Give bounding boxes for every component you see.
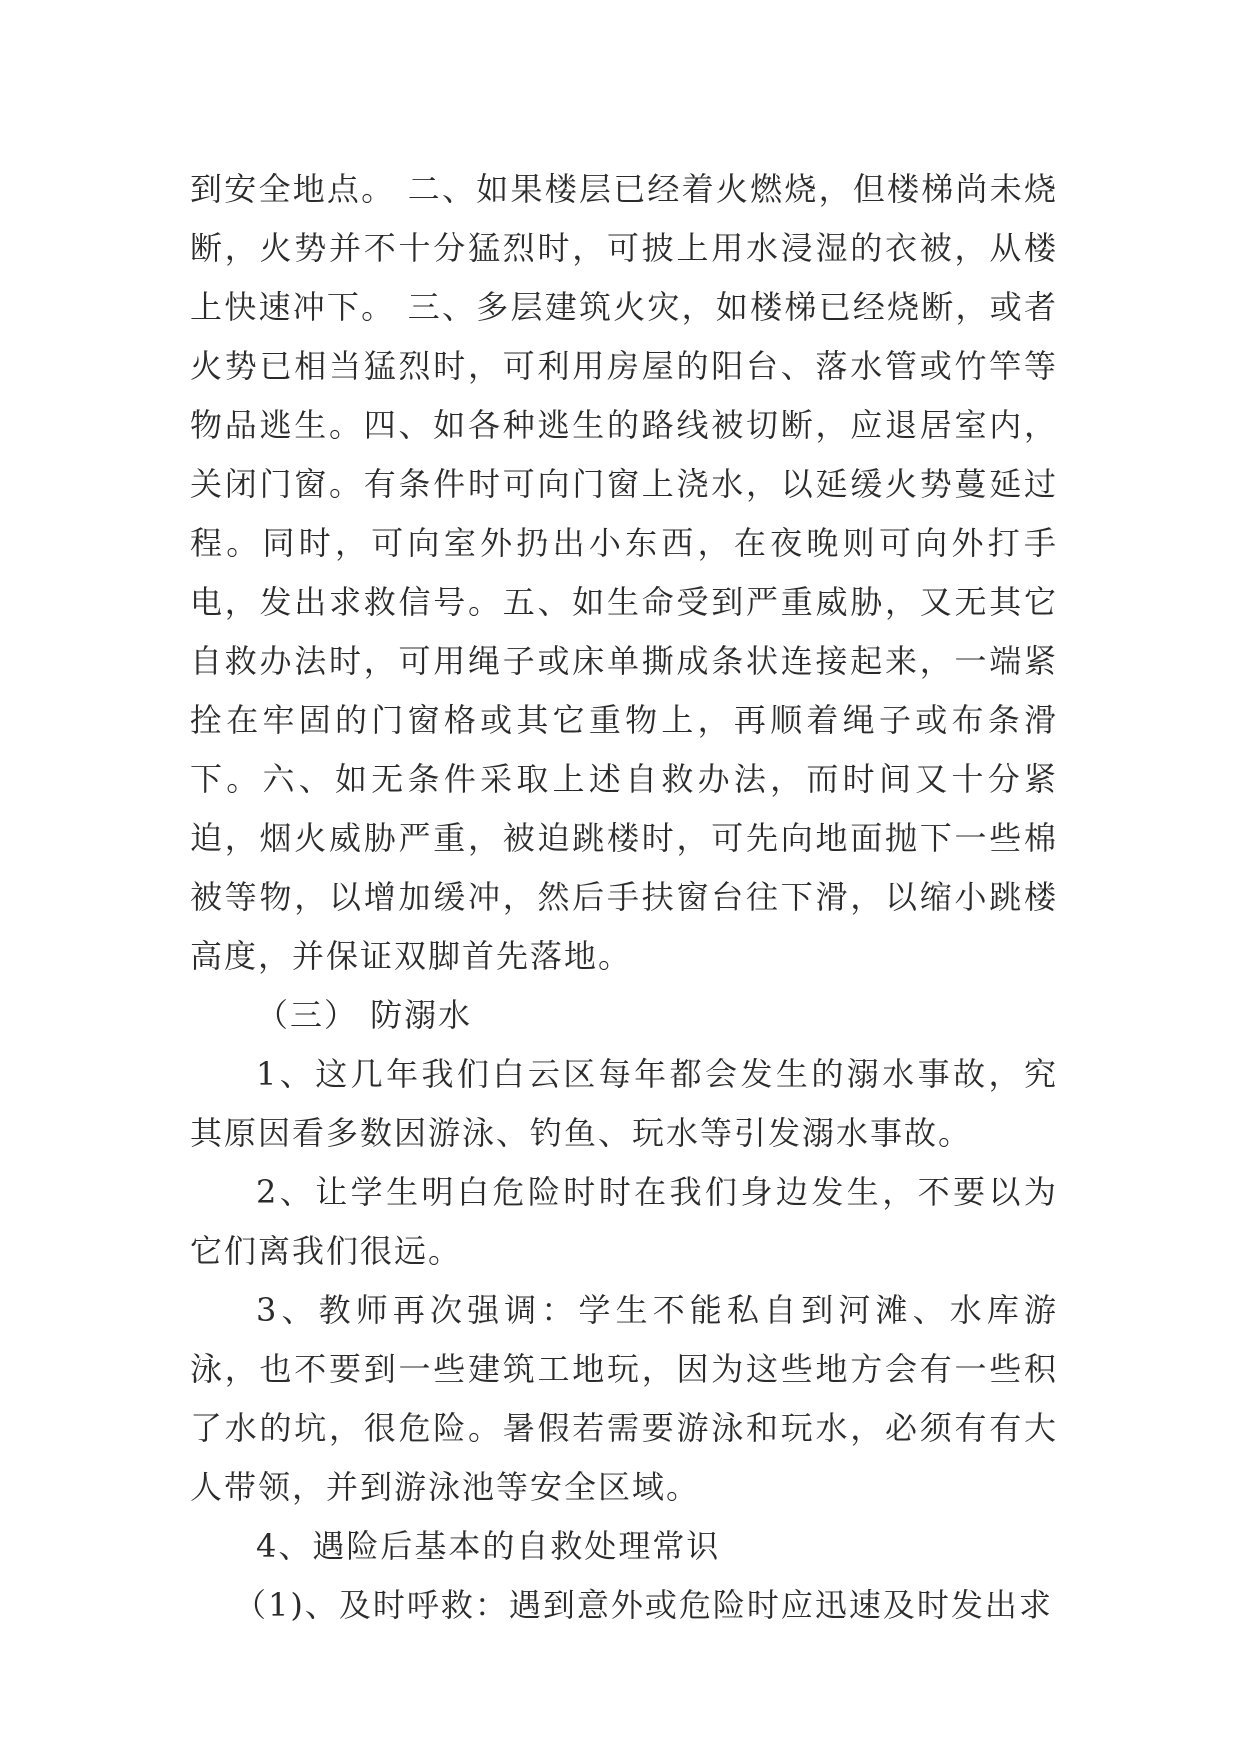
paragraph-item-3: 3、教师再次强调：学生不能私自到河滩、水库游泳，也不要到一些建筑工地玩，因为这些地方会有一些积了水的坑，很危险。暑假若需要游泳和玩水，必须有有大人带领，并到游泳池等安全区域。 <box>190 1291 1058 1506</box>
paragraph-subitem-1: （1)、及时呼救：遇到意外或危险时应迅速及时发出求 <box>234 1586 1053 1624</box>
paragraph-item-2: 2、让学生明白危险时时在我们身边发生，不要以为它们离我们很远。 <box>190 1173 1058 1270</box>
paragraph-item-4: 4、遇险后基本的自救处理常识 <box>256 1527 721 1565</box>
paragraph-fire-escape: 到安全地点。 二、如果楼层已经着火燃烧，但楼梯尚未烧断，火势并不十分猛烈时，可披上用水浸湿的衣被，从楼上快速冲下。 三、多层建筑火灾，如楼梯已经烧断，或者火势已相当猛烈时，可利用房屋的阳台、落水管或竹竿等物品逃生。四、如各种逃生的路线被切断，应退居室内，关闭门窗。有条件时可向门窗上浇水，以延缓火势蔓延过程。同时，可向室外扔出小东西，在夜晚则可向外打手电，发出求救信号。五、如生命受到严重威胁，又无其它自救办法时，可用绳子或床单撕成条状连接起来，一端紧拴在牢固的门窗格或其它重物上，再顺着绳子或布条滑下。六、如无条件采取上述自救办法，而时间又十分紧迫，烟火威胁严重，被迫跳楼时，可先向地面抛下一些棉被等物，以增加缓冲，然后手扶窗台往下滑，以缩小跳楼高度，并保证双脚首先落地。 <box>190 170 1058 975</box>
paragraph-item-1: 1、这几年我们白云区每年都会发生的溺水事故，究其原因看多数因游泳、钓鱼、玩水等引发溺水事故。 <box>190 1055 1058 1152</box>
section-heading-drowning: （三） 防溺水 <box>256 996 473 1034</box>
document-body <box>190 160 1058 1635</box>
